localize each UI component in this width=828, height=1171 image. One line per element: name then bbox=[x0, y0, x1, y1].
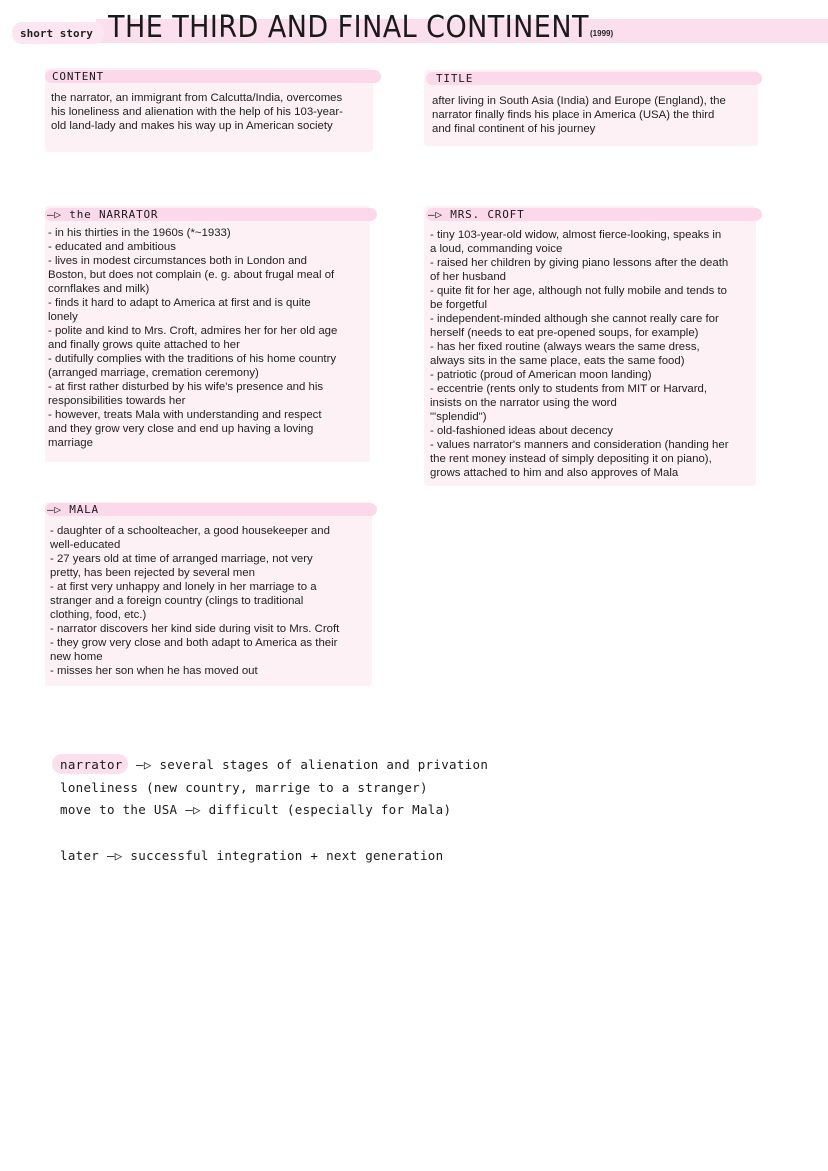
title-text: after living in South Asia (India) and Europe (England), the narrator finally finds his place in America (USA) the third and final continent of his journey bbox=[432, 95, 726, 135]
note-line-1: –▷ several stages of alienation and privation bbox=[136, 757, 489, 772]
title-heading: TITLE bbox=[436, 72, 474, 85]
title-heading-highlight bbox=[426, 72, 762, 85]
year-label: (1999) bbox=[590, 29, 614, 38]
mala-text: - daughter of a schoolteacher, a good housekeeper and well-educated - 27 years old at time of arranged marriage, not very pretty, has been rejected by several men - at first very unhappy and lonely in her marriage to a stranger and a foreign country (clings to traditional clothing, food, etc.) - narrator discovers her kind side during visit to Mrs. Croft - they grow very close and both adapt to America as their new home - misses her son when he has moved out bbox=[50, 525, 340, 677]
narrator-text: - in his thirties in the 1960s (*~1933) - educated and ambitious - lives in modest circumstances both in London and Boston, but does not complain (e. g. about frugal meal of cornflakes and milk) - finds it hard to adapt to America at first and is quite lonely - polite and kind to Mrs. Croft, admires her for her old age and finally grows quite attached to her - dutifully complies with the traditions of his home country (arranged marriage, cremation ceremony) - at first rather disturbed by his wife's presence and his responsibilities towards her - however, treats Mala with understanding and respect and they grow very close and end up having a loving marriage bbox=[48, 227, 338, 449]
croft-heading: –▷ MRS. CROFT bbox=[428, 208, 525, 221]
content-heading: CONTENT bbox=[52, 70, 104, 83]
genre-tag: short story bbox=[20, 27, 93, 40]
croft-text: - tiny 103-year-old widow, almost fierce-looking, speaks in a loud, commanding voice - raised her children by giving piano lessons after the death of her husband - quite fit for her age, although not fully mobile and tends to be forgetful - independent-minded although she cannot really care for herself (needs to eat pre-opened soups, for example) - has her fixed routine (always wears the same dress, always sits in the same place, eats the same food) - patriotic (proud of American moon landing) - eccentrie (rents only to students from MIT or Harvard, insists on the narrator using the word "'splendid") - old-fashioned ideas about decency - values narrator's manners and consideration (handing her the rent money instead of simply depositing it on piano), grows attached to him and also approves of Mala bbox=[430, 229, 729, 479]
note-line-3: move to the USA –▷ difficult (especially for Mala) bbox=[60, 802, 452, 817]
page-title: THE THIRD AND FINAL CONTINENT bbox=[108, 10, 589, 45]
note-line-4: later –▷ successful integration + next generation bbox=[60, 848, 444, 863]
content-text: the narrator, an immigrant from Calcutta/India, overcomes his loneliness and alienation with the help of his 103-year- old land-lady and makes his way up in American society bbox=[51, 92, 343, 132]
note-narrator-word: narrator bbox=[60, 757, 123, 772]
note-line-2: loneliness (new country, marrige to a stranger) bbox=[60, 780, 428, 795]
mala-heading: –▷ MALA bbox=[47, 503, 99, 516]
narrator-heading: –▷ the NARRATOR bbox=[47, 208, 159, 221]
